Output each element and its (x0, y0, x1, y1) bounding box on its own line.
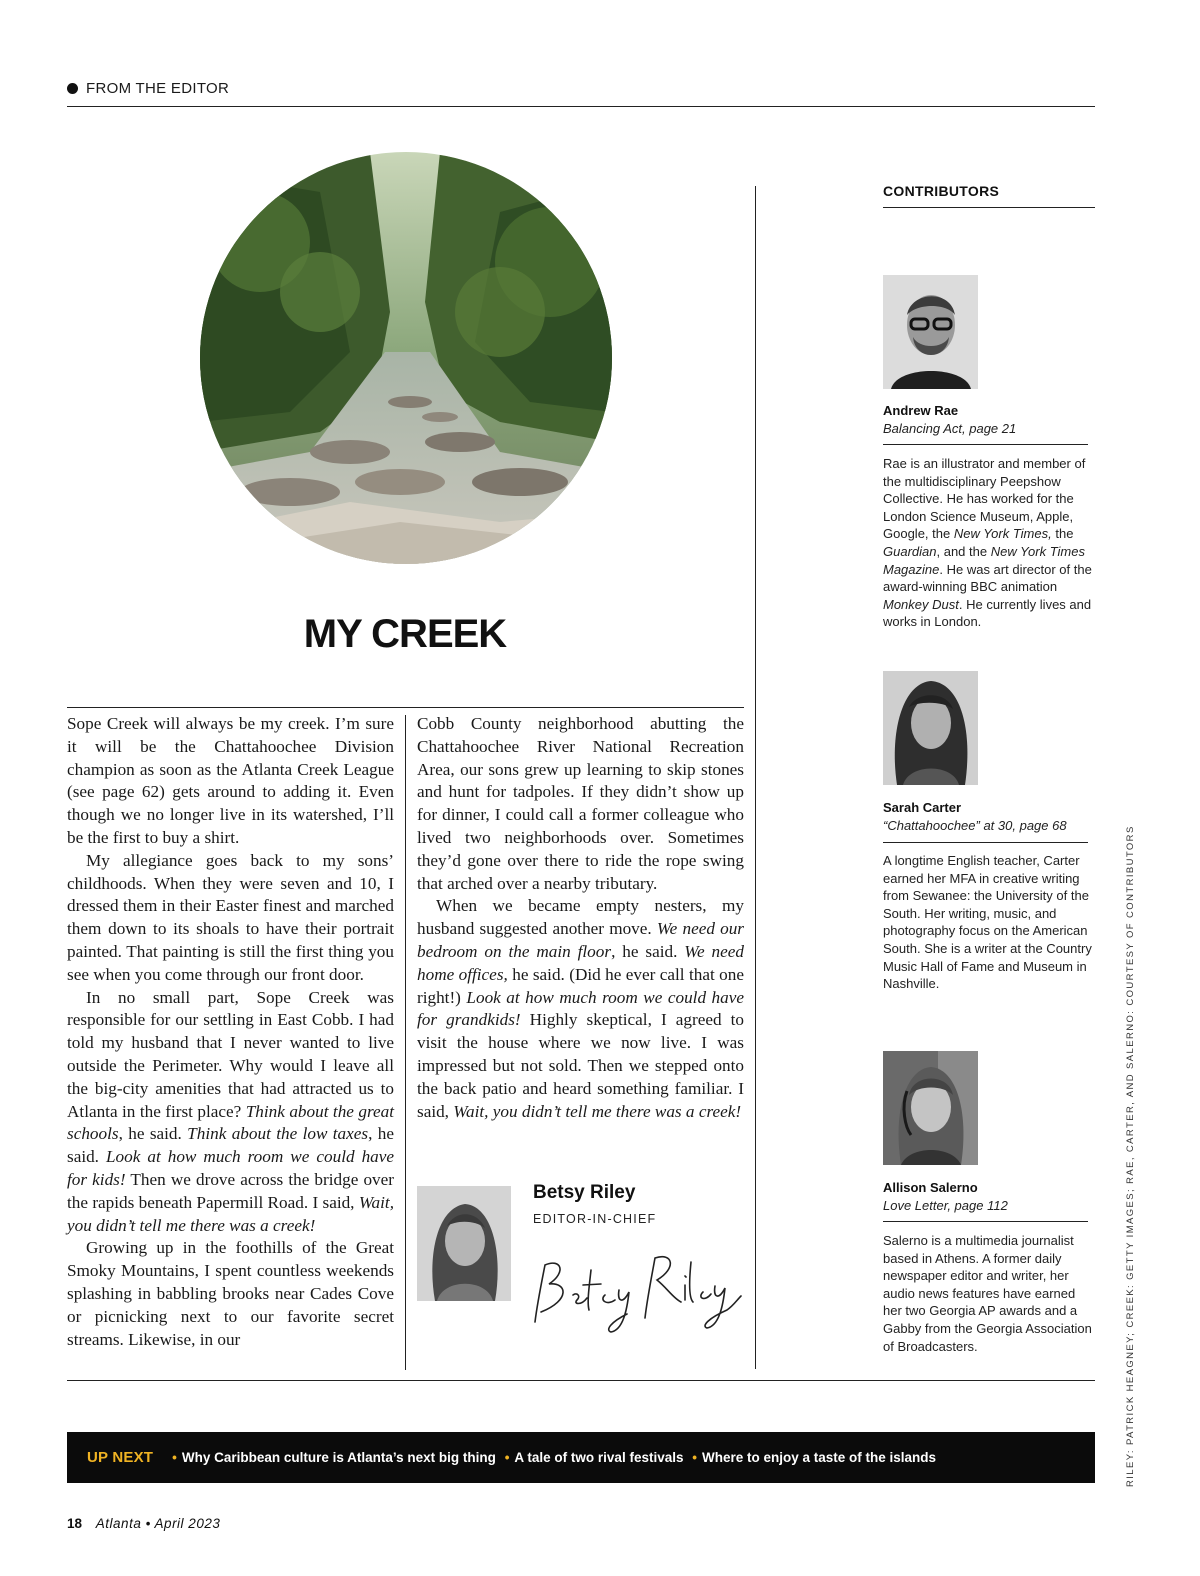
contributor-avatar (883, 275, 978, 389)
contributor-bio (883, 852, 1093, 993)
photo-credit-text: RILEY: PATRICK HEAGNEY; CREEK: GETTY IMAGES; RAE, CARTER, AND SALERNO: COURTESY OF CONTRIBUTORS (1125, 825, 1136, 1487)
contributor-avatar (883, 671, 978, 785)
publication-date: Atlanta • April 2023 (95, 1516, 221, 1531)
bullet-dot-icon (67, 83, 78, 94)
bullet-icon: • (504, 1450, 510, 1465)
section-label (67, 80, 229, 97)
editor-title: EDITOR-IN-CHIEF (533, 1212, 657, 1226)
article-body-right (417, 713, 744, 1123)
contributor-rule (883, 444, 1088, 445)
contributor-rule (883, 1221, 1088, 1222)
contributor-bio (883, 455, 1093, 631)
contributor-credit: Balancing Act, page 21 (883, 421, 1017, 436)
photo-credit (1125, 825, 1137, 1487)
up-next-items (167, 1450, 936, 1465)
folio (67, 1516, 220, 1531)
article-headline: MY CREEK (303, 612, 507, 656)
editor-signature (527, 1240, 742, 1340)
contributor-avatar (883, 1051, 978, 1165)
headline-rule (67, 707, 744, 708)
contributor-name: Allison Salerno (883, 1180, 978, 1195)
contributor-credit: “Chattahoochee” at 30, page 68 (883, 818, 1067, 833)
contributor-name: Andrew Rae (883, 403, 959, 418)
contributors-heading: CONTRIBUTORS (883, 183, 1000, 199)
contributors-rule (883, 207, 1095, 208)
paragraph: When we became empty nesters, my husband suggested another move. We need our bedroom on the main floor, he said. We need home offices, he said. (Did he ever call that one right!) Look at how much room we could have for grandkids! Highly skeptical, I agreed to visit the house where we now live. I was impressed but not sold. Then we stepped onto the back patio and heard something familiar. I said, Wait, you didn’t tell me there was a creek! (417, 896, 744, 1121)
contributor-bio-text: A longtime English teacher, Carter earned her MFA in creative writing from Sewanee: the University of the South. Her writing, music, and photography focus on the American South. She is a writer at the Country Music Hall of Fame and Museum in Nashville. (883, 853, 1092, 992)
bullet-icon: • (692, 1450, 697, 1465)
up-next-item[interactable]: Where to enjoy a taste of the islands (701, 1450, 937, 1465)
contributor-bio (883, 1232, 1093, 1355)
bullet-icon: • (172, 1450, 177, 1465)
paragraph: Sope Creek will always be my creek. I’m sure it will be the Chattahoochee Division champion as soon as the Atlanta Creek League (see page 62) gets around to adding it. Even though we no longer live in its watershed, I’ll be the first to buy a shirt. (67, 714, 394, 847)
bottom-rule (67, 1380, 1095, 1381)
contributor-name: Sarah Carter (883, 800, 962, 815)
sidebar-divider (755, 186, 756, 1369)
up-next-item[interactable]: Why Caribbean culture is Atlanta’s next big thing (181, 1450, 496, 1465)
column-divider (405, 715, 406, 1370)
contributor-bio-text: Salerno is a multimedia journalist based in Athens. A former daily newspaper editor and writer, her audio news features have earned her two Georgia AP awards and a Gabby from the Georgia Association of Broadcasters. (883, 1233, 1092, 1354)
editor-name: Betsy Riley (533, 1182, 636, 1203)
contributor-bio-text: Rae is an illustrator and member of the multidisciplinary Peepshow Collective. He has worked for the London Science Museum, Apple, Google, the New York Times, the Guardian, and the New York Times Magazine. He was art director of the award-winning BBC animation Monkey Dust. He currently lives and works in London. (883, 456, 1092, 630)
paragraph: My allegiance goes back to my sons’ childhoods. When they were seven and 10, I dressed them in their Easter finest and marched them down to its shoals to have their portrait painted. That painting is still the first thing you see when you come through our front door. (67, 850, 394, 984)
up-next-bar (67, 1432, 1095, 1483)
paragraph: In no small part, Sope Creek was responsible for our settling in East Cobb. I had told my husband that I never wanted to live outside the Perimeter. Why would I leave all the big-city amenities that had attracted us to Atlanta in the first place? Think about the great schools, he said. Think about the low taxes, he said. Look at how much room we could have for kids! Then we drove across the bridge over the rapids beneath Papermill Road. I said, Wait, you didn’t tell me there was a creek! (67, 987, 395, 1235)
top-rule (67, 106, 1095, 107)
editor-avatar (417, 1186, 511, 1301)
creek-photo (200, 152, 612, 564)
up-next-item[interactable]: A tale of two rival festivals (514, 1450, 684, 1465)
contributor-rule (883, 842, 1088, 843)
section-label-text: FROM THE EDITOR (86, 80, 230, 97)
page-number: 18 (67, 1516, 83, 1531)
paragraph: Growing up in the foothills of the Great Smoky Mountains, I spent countless weekends splashing in babbling brooks near Cades Cove or picnicking next to our favorite secret streams. Likewise, in our (67, 1238, 394, 1349)
paragraph: Cobb County neighborhood abutting the Chattahoochee River National Recreation Area, our sons grew up learning to skip stones and hunt for tadpoles. If they didn’t show up for dinner, I could call a former colleague who lived two neighborhoods over. Sometimes they’d gone over there to ride the rope swing that arched over a nearby tributary. (417, 714, 744, 893)
contributor-credit: Love Letter, page 112 (883, 1198, 1008, 1213)
article-body-left (67, 713, 394, 1351)
up-next-label: UP NEXT (87, 1449, 154, 1466)
